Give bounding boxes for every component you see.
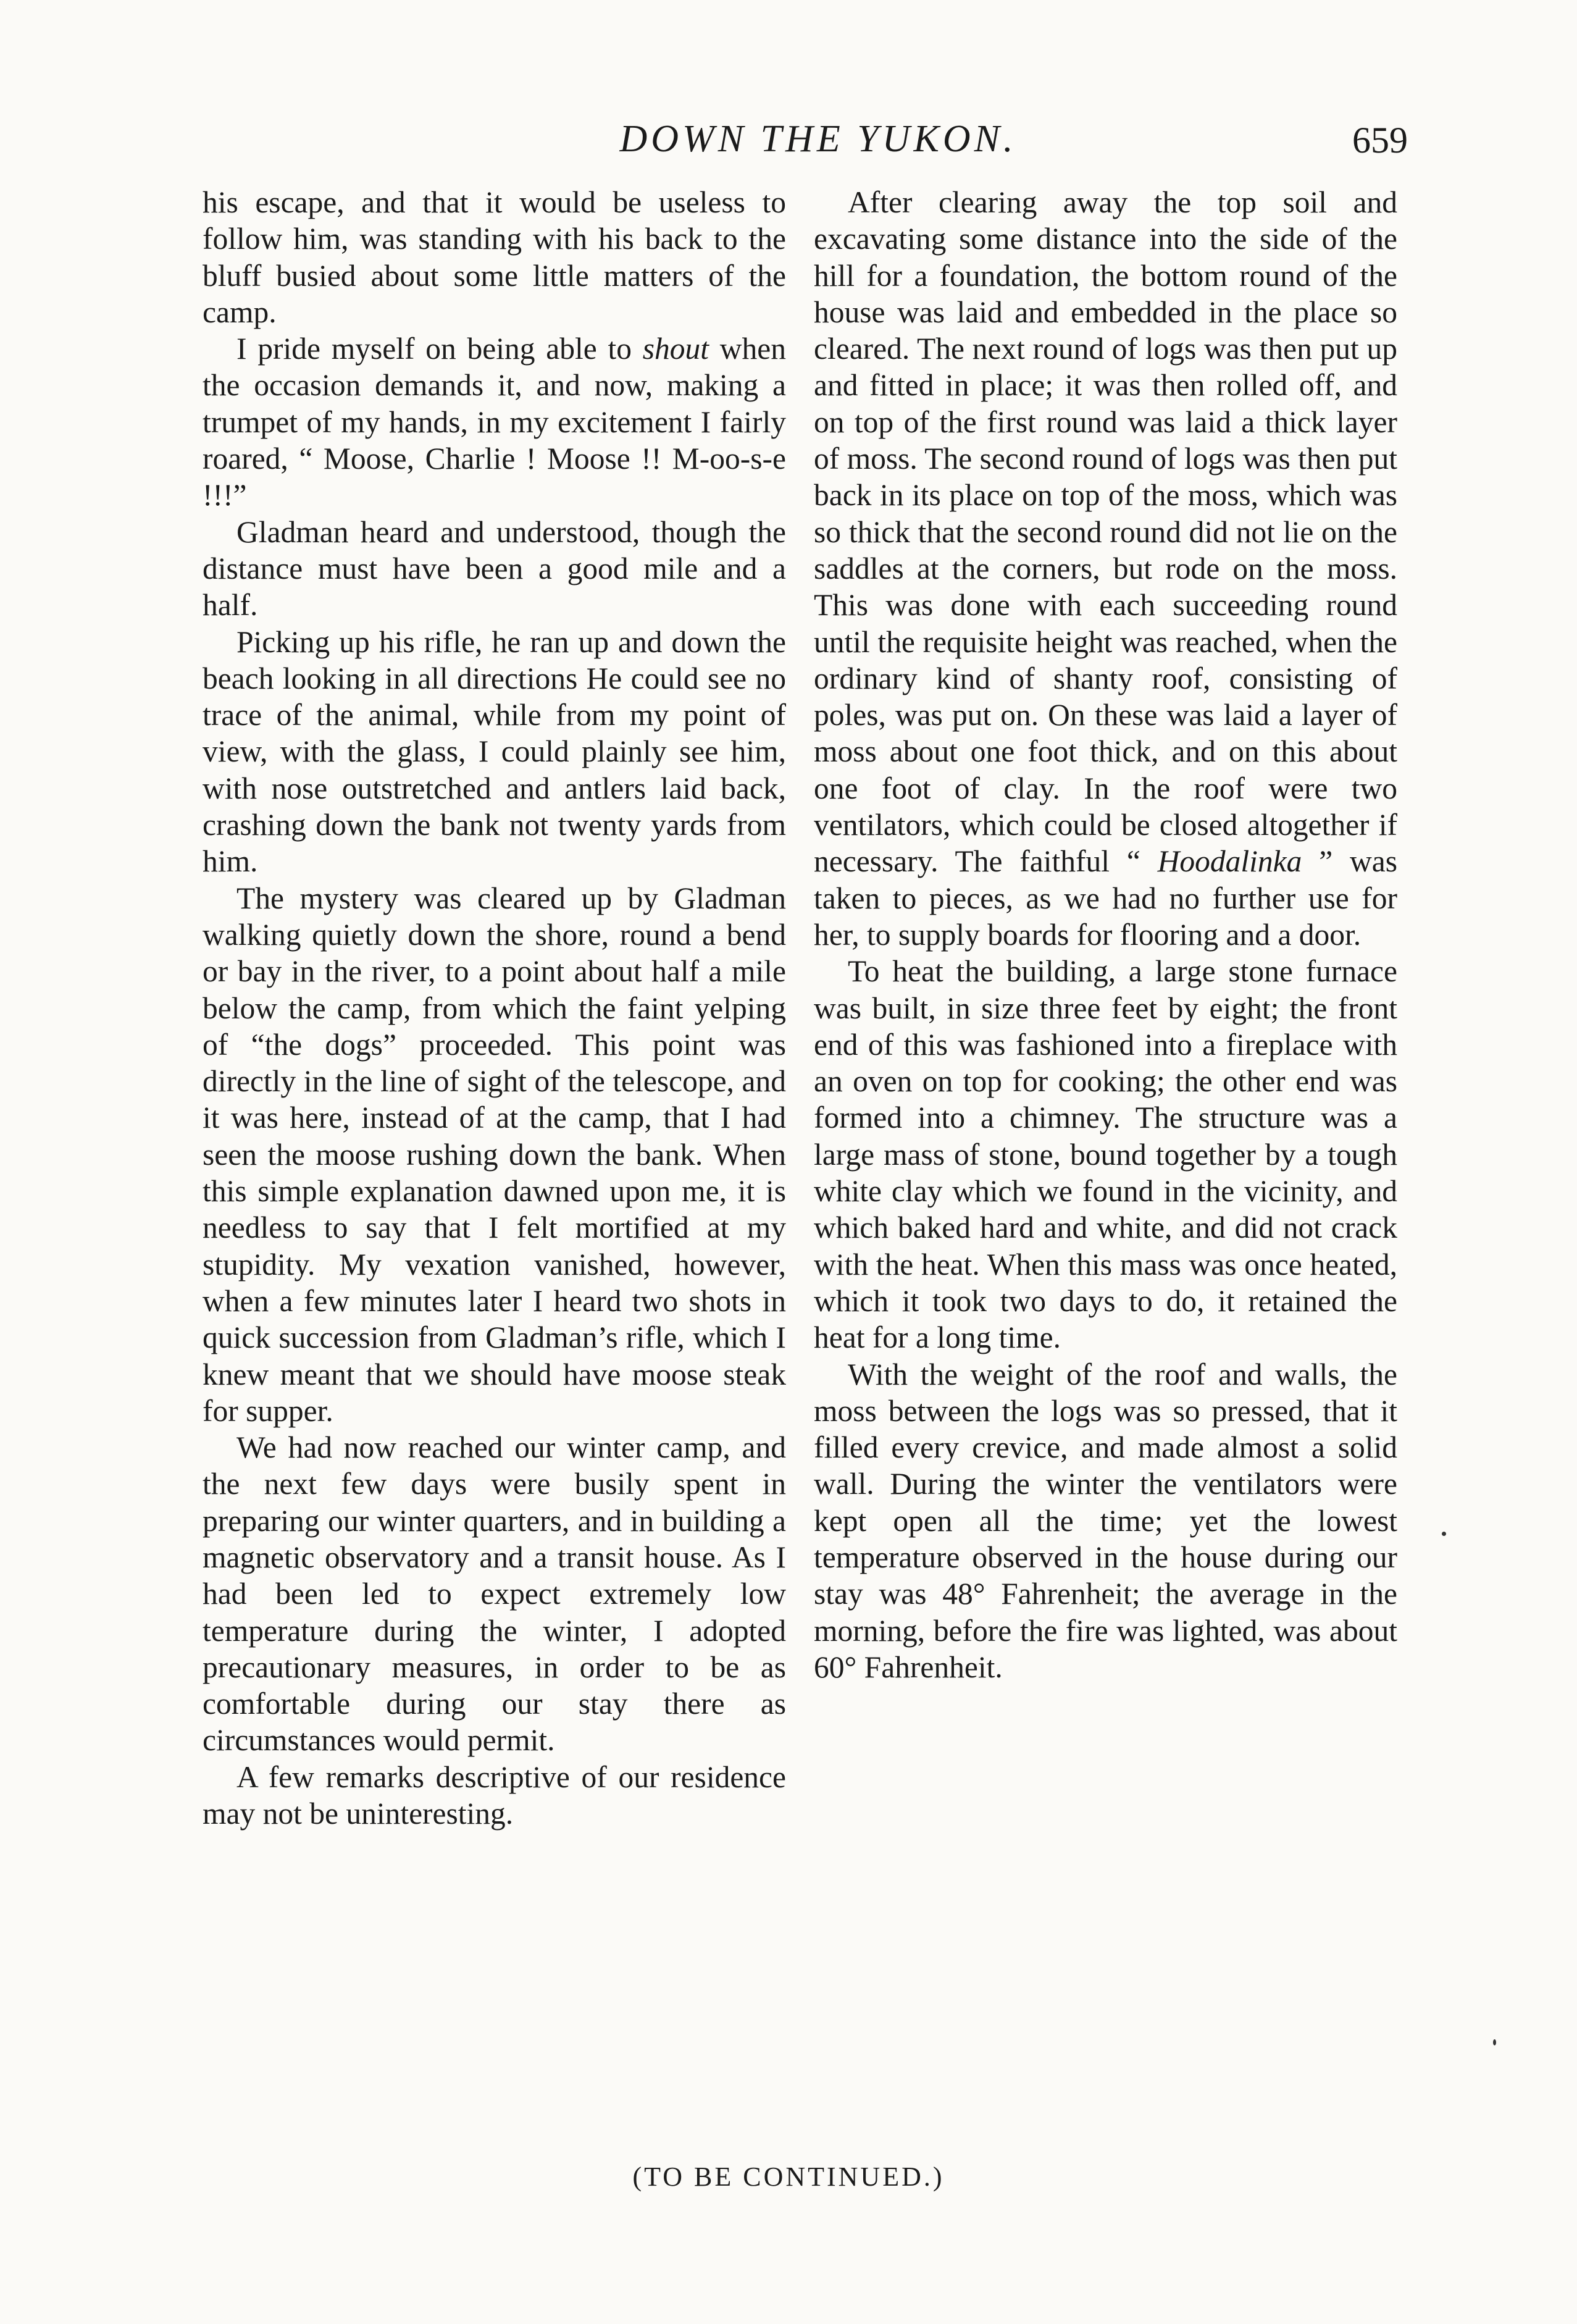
continued-note: (TO BE CONTINUED.): [632, 2162, 945, 2192]
left-column: [203, 184, 786, 1832]
paragraph: To heat the building, a large stone furnace was built, in size three feet by eight; the front end of this was fashioned into a fireplace with an oven on top for cooking; the other end was formed into a chimney. The structure was a large mass of stone, bound together by a tough white clay which we found in the vicinity, and which baked hard and white, and did not crack with the heat. When this mass was once heated, which it took two days to do, it retained the heat for a long time.: [814, 954, 1397, 1355]
paragraph-text: After clearing away the top soil and excavating some distance into the side of the hill for a foundation, the bottom round of the house was laid and embedded in the place so cleared. The next round of logs was then put up and fitted in place; it was then rolled off, and on top of the first round was laid a thick layer of moss. The second round of logs was then put back in its place on top of the moss, which was so thick that the second round did not lie on the saddles at the corners, but rode on the moss. This was done with each succeeding round until the requisite height was reached, when the ordinary kind of shanty roof, consisting of poles, was put on. On these was laid a layer of moss about one foot thick, and on this about one foot of clay. In the roof were two ventilators, which could be closed altogether if necessary. The faithful “: [814, 185, 1397, 879]
paragraph-text: I pride myself on being able to: [236, 332, 643, 366]
paragraph: We had now reached our winter camp, and the next few days were busily spent in preparing our winter quarters, and in building a magnetic observatory and a transit house. As I had been led to expect extremely low temperature during the winter, I adopted precautionary measures, in order to be as comfortable during our stay there as circumstances would permit.: [203, 1430, 786, 1758]
paragraph: his escape, and that it would be useless to follow him, was standing with his back to the bluff busied about some little matters of the camp.: [203, 185, 786, 329]
print-speck: [1442, 1532, 1446, 1536]
print-speck: [1493, 2039, 1496, 2045]
emphasis-text: shout: [642, 332, 709, 366]
paragraph: A few remarks descriptive of our residence may not be uninteresting.: [203, 1760, 786, 1831]
paragraph: [814, 184, 1397, 953]
running-title: DOWN THE YUKON.: [619, 118, 1017, 160]
paragraph: [203, 330, 786, 513]
paragraph-text: ” was taken to pieces, as we had no further use for her, to supply boards for flooring and a door.: [814, 844, 1397, 952]
page-number: 659: [1352, 120, 1408, 161]
paragraph-text: when the occasion demands it, and now, making a trumpet of my hands, in my excitement I fairly roared, “ Moose, Charlie ! Moose !! M-oo-s-e !!!”: [203, 332, 787, 513]
running-head: [0, 111, 1577, 167]
paragraph: The mystery was cleared up by Gladman walking quietly down the shore, round a bend or bay in the river, to a point about half a mile below the camp, from which the faint yelping of “the dogs” proceeded. This point was directly in the line of sight of the telescope, and it was here, instead of at the camp, that I had seen the moose rushing down the bank. When this simple explanation dawned upon me, it is needless to say that I felt mortified at my stupidity. My vexation vanished, however, when a few minutes later I heard two shots in quick succession from Gladman’s rifle, which I knew meant that we should have moose steak for supper.: [203, 881, 786, 1428]
paragraph: Picking up his rifle, he ran up and down the beach looking in all directions He could see no trace of the animal, while from my point of view, with the glass, I could plainly see him, with nose outstretched and antlers laid back, crashing down the bank not twenty yards from him.: [203, 624, 786, 879]
emphasis-text: Hoodalinka: [1157, 844, 1302, 879]
paragraph: Gladman heard and understood, though the distance must have been a good mile and a half.: [203, 514, 786, 623]
paragraph: With the weight of the roof and walls, the moss between the logs was so pressed, that it filled every crevice, and made almost a solid wall. During the winter the ventilators were kept open all the time; yet the lowest temperature observed in the house during our stay was 48° Fahrenheit; the average in the morning, before the fire was lighted, was about 60° Fahrenheit.: [814, 1357, 1397, 1684]
right-column: [814, 184, 1397, 1685]
